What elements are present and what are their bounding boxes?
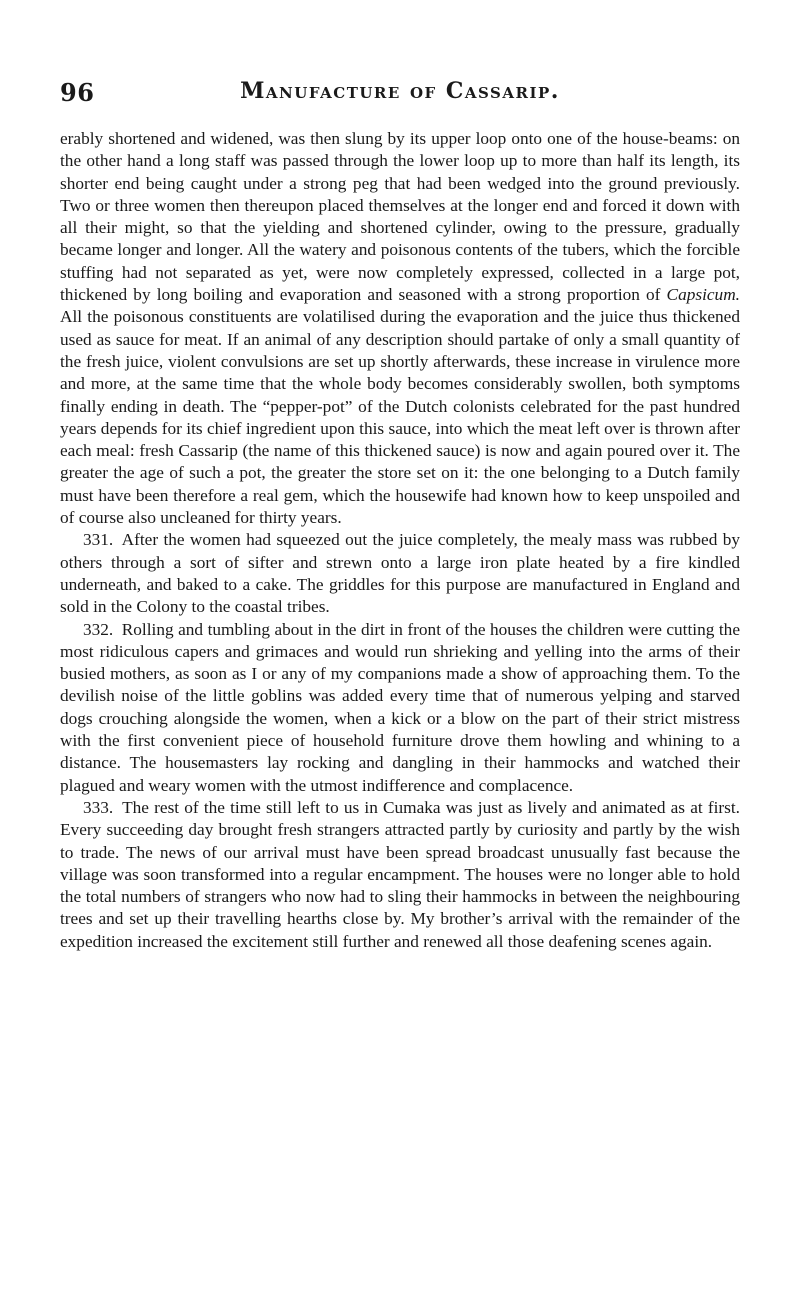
paragraph-text-pre: erably shortened and widened, was then slung by its upper loop onto one of the house-beams: on the other hand a long staff was passed through the lower loop up to more than half its length, its shorter end being caught under a strong peg that had been wedged into the ground previously. Two or three women then thereupon placed themselves at the longer end and forced it down with all their might, so that the yielding and shortened cylinder, owing to the pressure, gradually became longer and longer. All the watery and poisonous contents of the tubers, which the forcible stuffing had not separated as yet, were now completely expressed, collected in a large pot, thickened by long boiling and evaporation and seasoned with a strong proportion of bbox=[60, 129, 740, 305]
running-head: Manufacture of Cassarip. bbox=[240, 78, 560, 104]
body-text bbox=[60, 128, 740, 953]
section-number: 332. bbox=[83, 619, 114, 639]
section-number: 333. bbox=[83, 797, 114, 817]
paragraph-text: The rest of the time still left to us in Cumaka was just as lively and animated as at first. Every succeeding day brought fresh strangers attracted partly by curiosity and partly by the wish to trade. The news of our arrival must have been spread broadcast unusually fast because the village was soon transformed into a regular encampment. The houses were no longer able to hold the total numbers of strangers who now had to sling their hammocks in between the neighbouring trees and set up their travelling hearths close by. My brother’s arrival with the remainder of the expedition increased the excitement still further and renewed all those deafening scenes again. bbox=[60, 797, 740, 951]
paragraph-text-post: All the poisonous constituents are volatilised during the evaporation and the juice thus thickened used as sauce for meat. If an animal of any description should partake of only a small quantity of the fresh juice, violent convulsions are set up shortly afterwards, these increase in virulence more and more, at the same time that the whole body becomes considerably swollen, both symptoms finally ending in death. The “pepper-pot” of the Dutch colonists celebrated for the past hundred years depends for its chief ingredient upon this sauce, into which the meat left over is thrown after each meal: fresh Cassarip (the name of this thickened sauce) is now and again poured over it. The greater the age of such a pot, the greater the store set on it: the one belonging to a Dutch family must have been therefore a real gem, which the housewife had known how to keep unspoiled and of course also uncleaned for thirty years. bbox=[60, 307, 740, 528]
section-number: 331. bbox=[83, 530, 114, 550]
paragraph-text: After the women had squeezed out the juice completely, the mealy mass was rubbed by others through a sort of sifter and strewn onto a large iron plate heated by a fire kindled underneath, and baked to a cake. The griddles for this purpose are manufactured in England and sold in the Colony to the coastal tribes. bbox=[60, 530, 740, 617]
paragraph-331 bbox=[60, 529, 740, 618]
paragraph-332 bbox=[60, 619, 740, 797]
page-number: 96 bbox=[60, 78, 95, 107]
paragraph-continuation bbox=[60, 128, 740, 529]
paragraph-text: Rolling and tumbling about in the dirt in front of the houses the children were cutting the most ridiculous capers and grimaces and would run shrieking and yelling into the arms of their busied mothers, as soon as I or any of my companions made a show of approaching them. To the devilish noise of the little goblins was added every time that of numerous yelping and starved dogs crouching alongside the women, when a kick or a blow on the part of their strict mistress with the first convenient piece of household furniture drove them howling and whining to a distance. The housemasters lay rocking and dangling in their hammocks and watched their plagued and weary women with the utmost indifference and complacence. bbox=[60, 619, 740, 795]
paragraph-333 bbox=[60, 797, 740, 953]
page-header bbox=[60, 78, 740, 118]
book-page bbox=[60, 78, 740, 953]
paragraph-text-italic: Capsicum. bbox=[666, 285, 740, 305]
